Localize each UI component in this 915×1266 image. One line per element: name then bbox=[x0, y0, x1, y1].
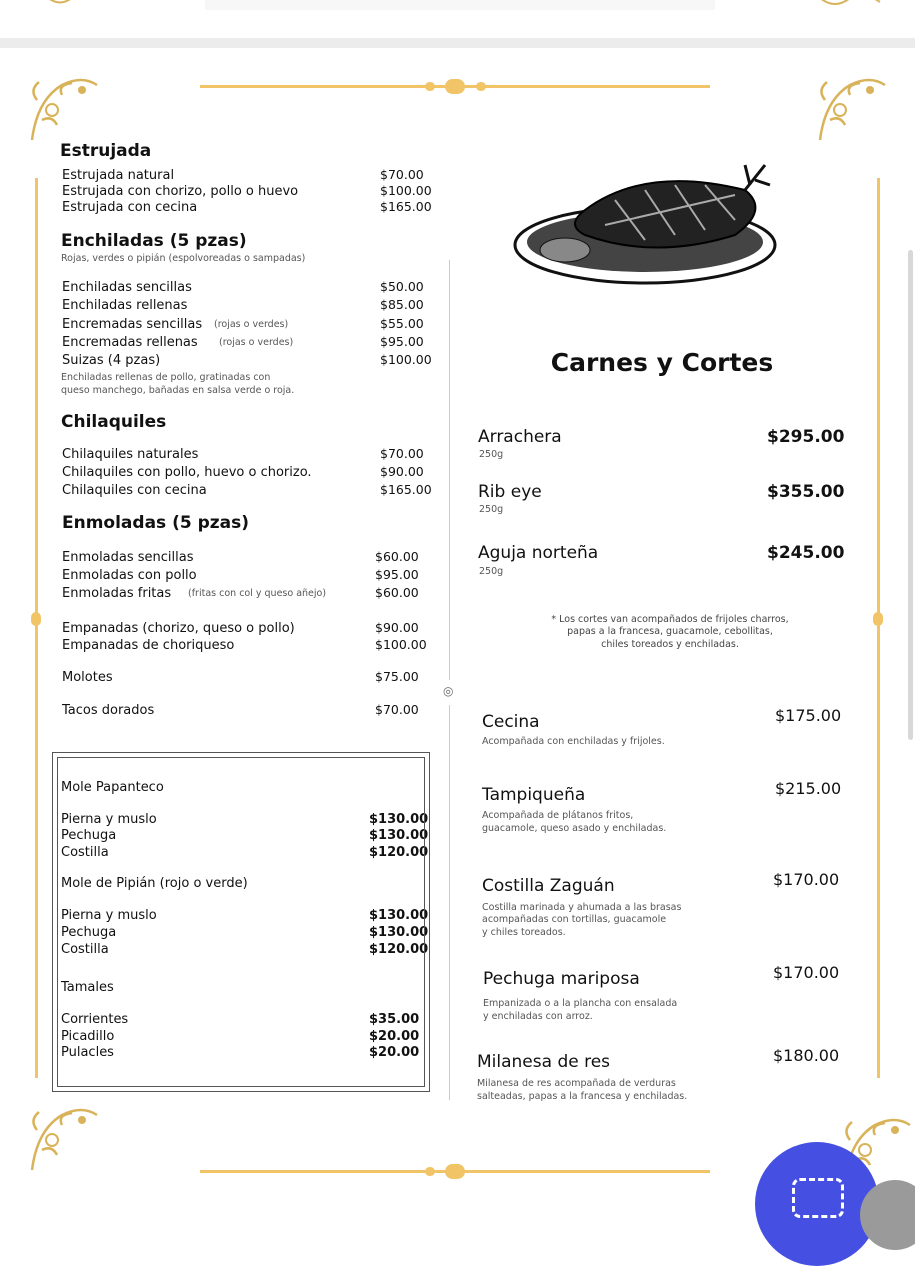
menu-item-price: $130.00 bbox=[369, 827, 429, 843]
cut-weight: 250g bbox=[479, 503, 504, 515]
dish-desc: Acompañada de plátanos fritos, bbox=[482, 809, 634, 821]
menu-item-price: $130.00 bbox=[369, 924, 429, 940]
dish-name: Costilla Zaguán bbox=[482, 875, 615, 896]
dish-name: Pechuga mariposa bbox=[483, 968, 640, 989]
menu-item-name: Pulacles bbox=[61, 1044, 114, 1060]
menu-item-name: Molotes bbox=[62, 669, 113, 685]
dish-desc: y chiles toreados. bbox=[482, 926, 566, 938]
spiral-icon: ◎ bbox=[443, 684, 454, 699]
dish-desc: y enchiladas con arroz. bbox=[483, 1010, 593, 1022]
dish-desc: guacamole, queso asado y enchiladas. bbox=[482, 822, 667, 834]
menu-item-price: $35.00 bbox=[369, 1011, 420, 1027]
menu-item-price: $95.00 bbox=[375, 567, 419, 583]
menu-item-name: Picadillo bbox=[61, 1028, 115, 1044]
menu-item-name: Estrujada con chorizo, pollo o huevo bbox=[62, 183, 299, 199]
section-title-estrujada: Estrujada bbox=[60, 140, 152, 161]
menu-item-name: Empanadas de choriqueso bbox=[62, 637, 235, 653]
menu-item-price: $70.00 bbox=[380, 167, 424, 183]
dish-desc: Empanizada o a la plancha con ensalada bbox=[483, 997, 678, 1009]
gold-rule-bottom-dot bbox=[425, 1167, 435, 1176]
menu-item-name: Chilaquiles naturales bbox=[62, 446, 199, 462]
menu-item-price: $95.00 bbox=[380, 334, 424, 350]
section-subtitle: Rojas, verdes o pipián (espolvoreadas o sampadas) bbox=[61, 252, 306, 264]
menu-item-name: Pierna y muslo bbox=[61, 907, 157, 923]
menu-item-price: $100.00 bbox=[375, 637, 427, 653]
menu-item-name: Pechuga bbox=[61, 924, 117, 940]
ornament-icon bbox=[815, 0, 885, 12]
menu-item-price: $165.00 bbox=[380, 199, 432, 215]
menu-item-price: $120.00 bbox=[369, 941, 429, 957]
box-section-title: Mole de Pipián (rojo o verde) bbox=[61, 875, 248, 891]
menu-item-price: $60.00 bbox=[375, 585, 419, 601]
page-gap bbox=[0, 38, 915, 48]
gold-border-right bbox=[877, 178, 880, 1078]
dish-name: Milanesa de res bbox=[477, 1051, 611, 1072]
menu-item-name: Estrujada natural bbox=[62, 167, 175, 183]
menu-item-price: $90.00 bbox=[380, 464, 424, 480]
menu-item-name: Encremadas sencillas bbox=[62, 316, 203, 332]
cut-price: $295.00 bbox=[767, 426, 845, 447]
menu-item-name: Enmoladas fritas bbox=[62, 585, 172, 601]
dish-name: Cecina bbox=[482, 711, 540, 732]
cuts-note: papas a la francesa, guacamole, cebollitas, bbox=[567, 625, 773, 637]
menu-item-name: Enchiladas rellenas bbox=[62, 297, 188, 313]
gold-rule-top-dot bbox=[476, 82, 486, 91]
dish-desc: Acompañada con enchiladas y frijoles. bbox=[482, 735, 665, 747]
menu-item-price: $20.00 bbox=[369, 1028, 420, 1044]
column-divider bbox=[449, 705, 450, 1100]
menu-item-name: Suizas (4 pzas) bbox=[62, 352, 161, 368]
menu-item-name: Empanadas (chorizo, queso o pollo) bbox=[62, 620, 295, 636]
section-title-enmoladas: Enmoladas (5 pzas) bbox=[62, 512, 250, 533]
dish-price: $175.00 bbox=[775, 706, 842, 726]
gold-border-left-knot bbox=[31, 612, 41, 626]
scan-button[interactable] bbox=[755, 1142, 879, 1266]
menu-item-price: $60.00 bbox=[375, 549, 419, 565]
menu-item-note: (rojas o verdes) bbox=[219, 336, 294, 348]
menu-item-price: $20.00 bbox=[369, 1044, 420, 1060]
section-title-carnes: Carnes y Cortes bbox=[550, 348, 774, 378]
menu-item-price: $90.00 bbox=[375, 620, 419, 636]
secondary-button[interactable] bbox=[860, 1180, 915, 1250]
column-divider bbox=[449, 260, 450, 680]
dish-price: $170.00 bbox=[773, 963, 840, 983]
cut-name: Rib eye bbox=[478, 481, 542, 502]
gold-rule-top-knot bbox=[445, 79, 465, 94]
menu-item-name: Costilla bbox=[61, 844, 109, 860]
menu-item-desc: Enchiladas rellenas de pollo, gratinadas con bbox=[61, 371, 271, 383]
menu-item-price: $70.00 bbox=[380, 446, 424, 462]
menu-item-price: $55.00 bbox=[380, 316, 424, 332]
gold-border-left bbox=[35, 178, 38, 1078]
cut-price: $355.00 bbox=[767, 481, 845, 502]
dish-price: $170.00 bbox=[773, 870, 840, 890]
menu-item-name: Chilaquiles con pollo, huevo o chorizo. bbox=[62, 464, 312, 480]
ornament-icon bbox=[40, 0, 100, 10]
dish-desc: Milanesa de res acompañada de verduras bbox=[477, 1077, 676, 1089]
menu-item-price: $100.00 bbox=[380, 183, 432, 199]
menu-item-name: Enmoladas con pollo bbox=[62, 567, 197, 583]
gold-border-right-knot bbox=[873, 612, 883, 626]
dish-desc: acompañadas con tortillas, guacamole bbox=[482, 913, 667, 925]
section-title-enchiladas: Enchiladas (5 pzas) bbox=[61, 230, 247, 251]
cut-weight: 250g bbox=[479, 448, 504, 460]
corner-ornament-icon bbox=[22, 1095, 107, 1180]
scrollbar[interactable] bbox=[908, 250, 913, 740]
menu-item-price: $130.00 bbox=[369, 907, 429, 923]
menu-item-name: Enchiladas sencillas bbox=[62, 279, 192, 295]
previous-page-edge bbox=[205, 0, 715, 10]
menu-item-name: Estrujada con cecina bbox=[62, 199, 198, 215]
previous-page-strip bbox=[0, 0, 915, 40]
menu-item-price: $50.00 bbox=[380, 279, 424, 295]
mole-box-inner bbox=[57, 757, 425, 1087]
section-title-chilaquiles: Chilaquiles bbox=[61, 411, 167, 432]
corner-ornament-icon bbox=[810, 65, 895, 150]
menu-item-name: Chilaquiles con cecina bbox=[62, 482, 207, 498]
steak-illustration bbox=[505, 150, 785, 300]
cuts-note: * Los cortes van acompañados de frijoles charros, bbox=[551, 613, 789, 625]
menu-item-name: Tacos dorados bbox=[62, 702, 155, 718]
menu-item-name: Encremadas rellenas bbox=[62, 334, 198, 350]
cut-name: Arrachera bbox=[478, 426, 562, 447]
menu-item-name: Enmoladas sencillas bbox=[62, 549, 194, 565]
dish-price: $180.00 bbox=[773, 1046, 840, 1066]
box-section-title: Tamales bbox=[61, 979, 114, 995]
menu-item-price: $75.00 bbox=[375, 669, 419, 685]
menu-item-price: $70.00 bbox=[375, 702, 419, 718]
menu-item-name: Pechuga bbox=[61, 827, 117, 843]
menu-item-name: Corrientes bbox=[61, 1011, 129, 1027]
menu-item-desc: queso manchego, bañadas en salsa verde o roja. bbox=[61, 384, 295, 396]
dish-price: $215.00 bbox=[775, 779, 842, 799]
gold-rule-bottom-knot bbox=[445, 1164, 465, 1179]
menu-item-name: Costilla bbox=[61, 941, 109, 957]
menu-item-price: $165.00 bbox=[380, 482, 432, 498]
menu-item-price: $130.00 bbox=[369, 811, 429, 827]
menu-item-price: $85.00 bbox=[380, 297, 424, 313]
scan-icon bbox=[792, 1178, 844, 1218]
cuts-note: chiles toreados y enchiladas. bbox=[601, 638, 739, 650]
cut-price: $245.00 bbox=[767, 542, 845, 563]
dish-name: Tampiqueña bbox=[482, 784, 586, 805]
gold-rule-top-dot bbox=[425, 82, 435, 91]
corner-ornament-icon bbox=[22, 65, 107, 150]
cut-weight: 250g bbox=[479, 565, 504, 577]
cut-name: Aguja norteña bbox=[478, 542, 599, 563]
dish-desc: Costilla marinada y ahumada a las brasas bbox=[482, 901, 682, 913]
menu-item-note: (fritas con col y queso añejo) bbox=[188, 587, 327, 599]
menu-item-price: $100.00 bbox=[380, 352, 432, 368]
box-section-title: Mole Papanteco bbox=[61, 779, 164, 795]
menu-item-name: Pierna y muslo bbox=[61, 811, 157, 827]
dish-desc: salteadas, papas a la francesa y enchiladas. bbox=[477, 1090, 688, 1102]
menu-item-note: (rojas o verdes) bbox=[214, 318, 289, 330]
menu-item-price: $120.00 bbox=[369, 844, 429, 860]
